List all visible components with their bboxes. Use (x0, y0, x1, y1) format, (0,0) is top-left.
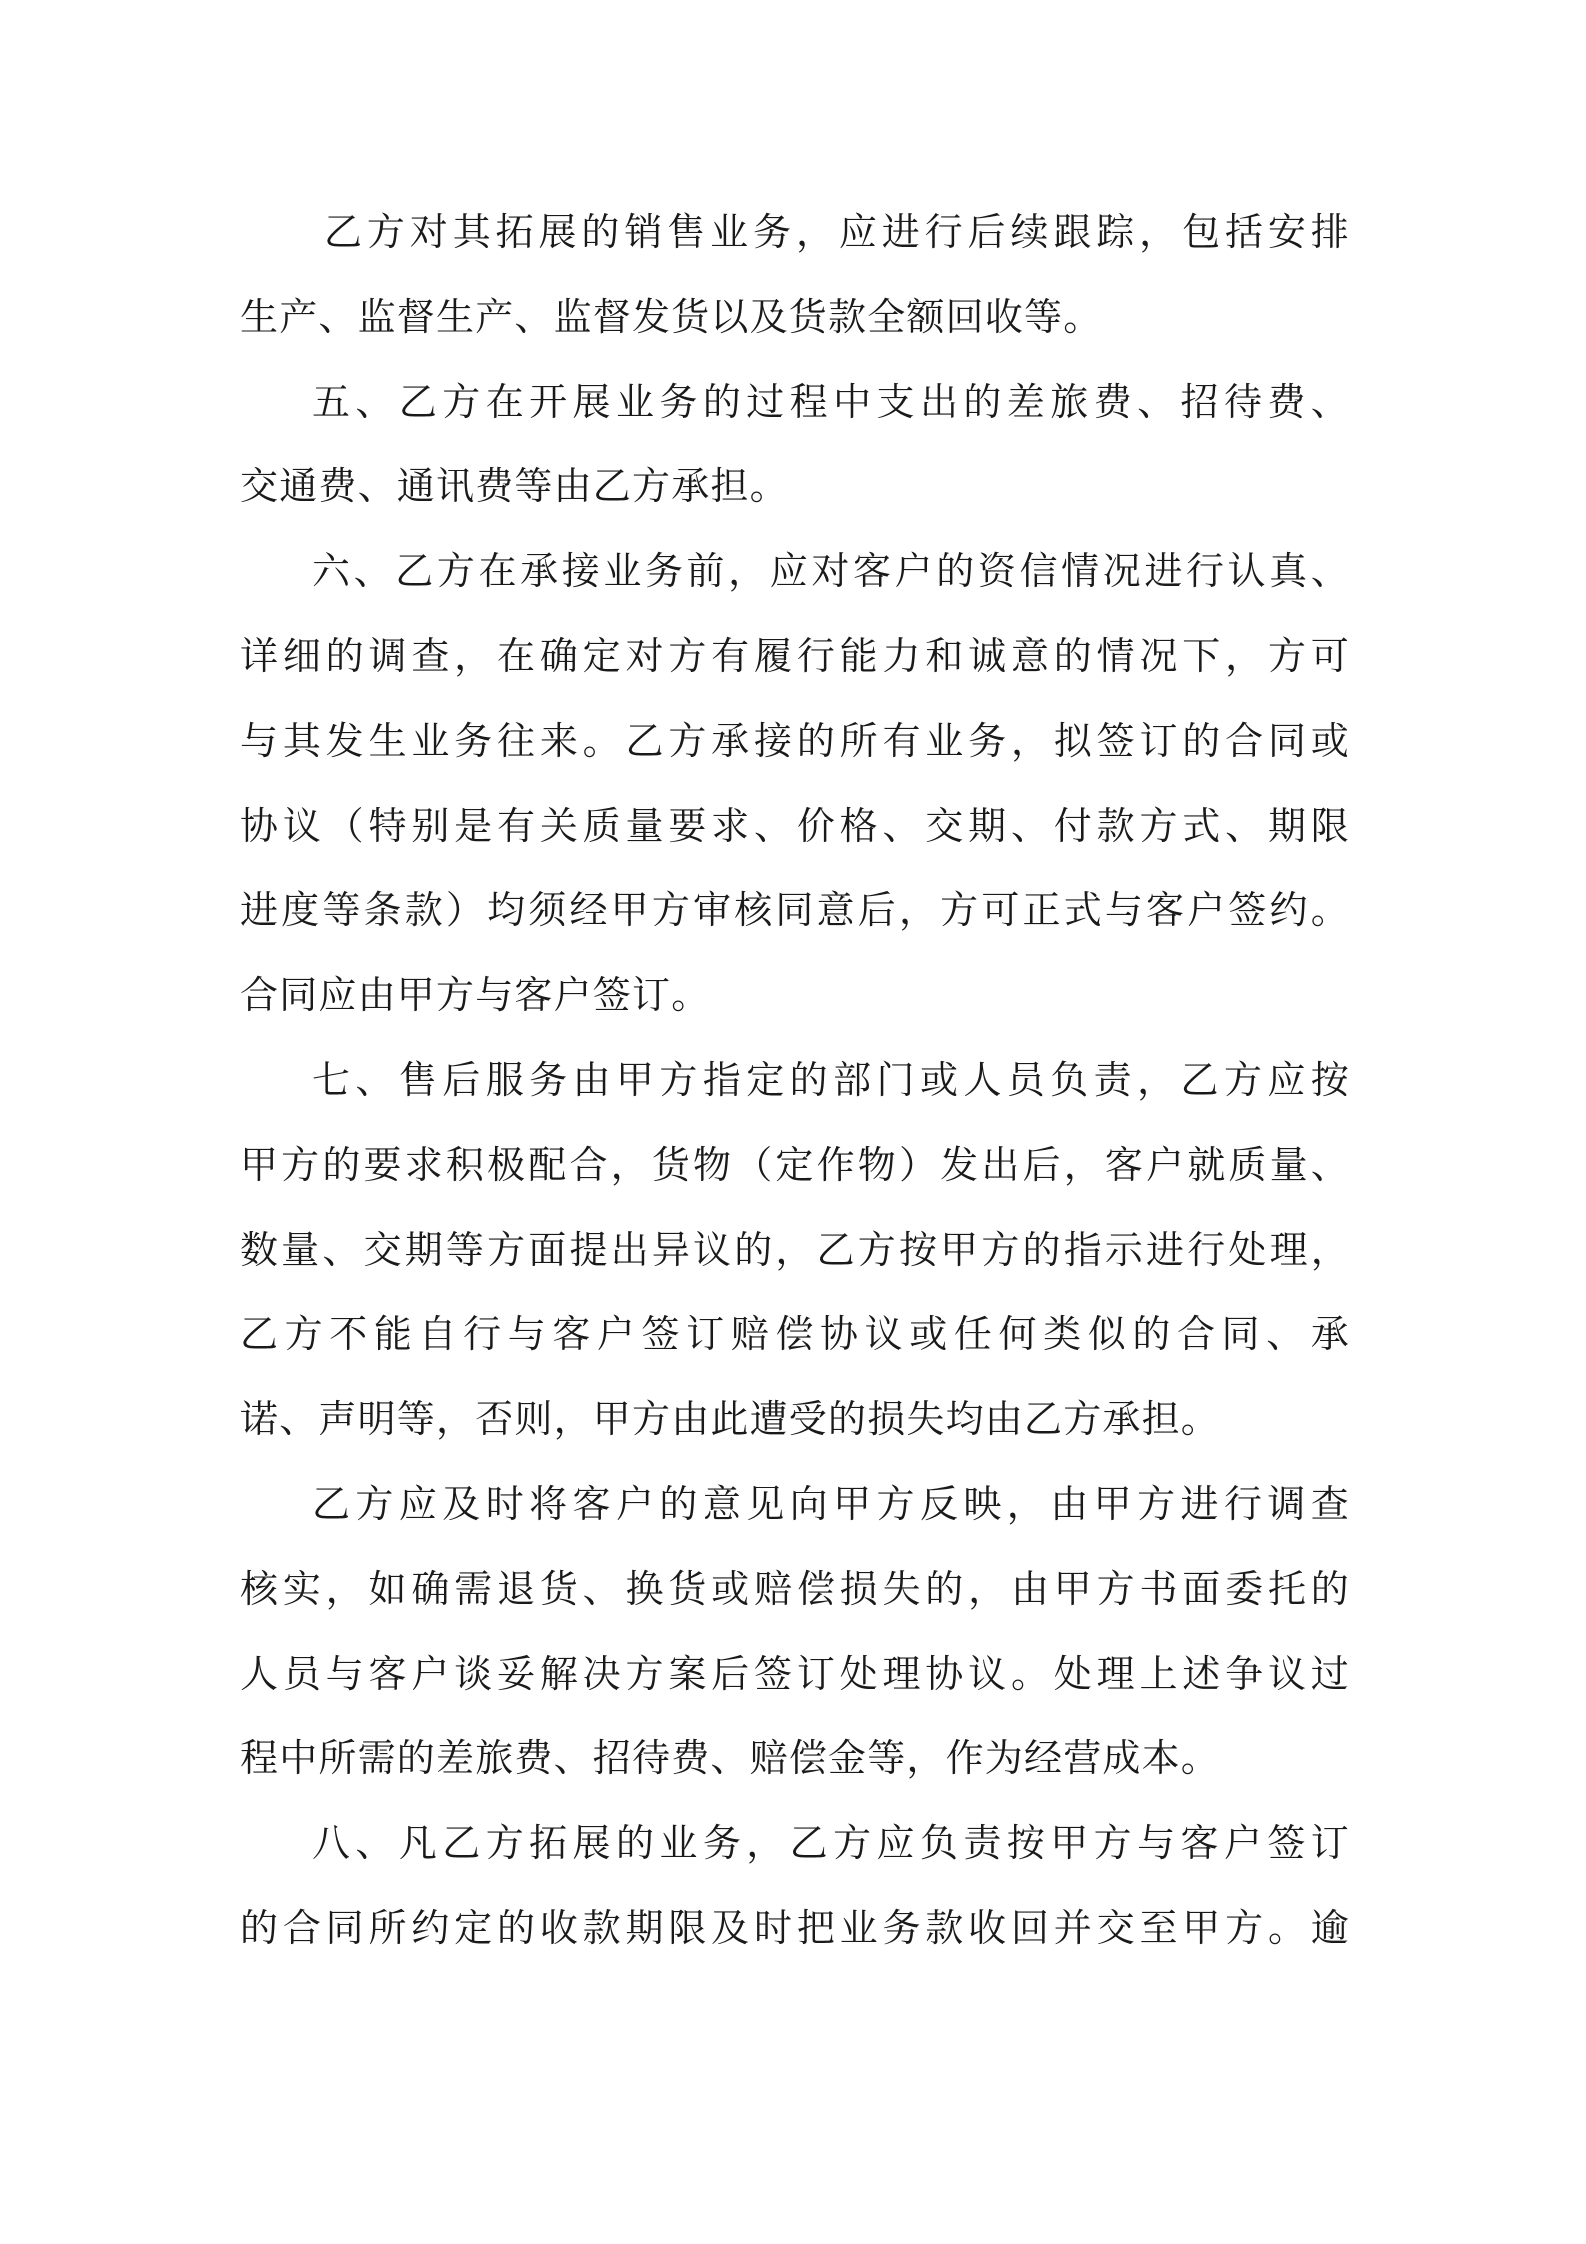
paragraph-line: 乙方不能自行与客户签订赔偿协议或任何类似的合同、承 (240, 1312, 1350, 1357)
paragraph-line: 与其发生业务往来。乙方承接的所有业务，拟签订的合同或 (240, 718, 1350, 763)
paragraph-line: 核实，如确需退货、换货或赔偿损失的，由甲方书面委托的 (240, 1566, 1350, 1611)
paragraph-line: 交通费、通讯费等由乙方承担。 (240, 464, 789, 509)
paragraph-line: 乙方对其拓展的销售业务，应进行后续跟踪，包括安排 (324, 210, 1350, 254)
document-body (240, 190, 1350, 1971)
paragraph-line: 的合同所约定的收款期限及时把业务款收回并交至甲方。逾 (240, 1905, 1350, 1950)
paragraph-line: 人员与客户谈妥解决方案后签订处理协议。处理上述争议过 (240, 1651, 1350, 1696)
paragraph-line: 诺、声明等，否则，甲方由此遭受的损失均由乙方承担。 (240, 1397, 1221, 1442)
paragraph-line: 程中所需的差旅费、招待费、赔偿金等，作为经营成本。 (240, 1736, 1221, 1781)
paragraph-line: 六、乙方在承接业务前，应对客户的资信情况进行认真、 (312, 549, 1350, 594)
paragraph-line: 详细的调查，在确定对方有履行能力和诚意的情况下，方可 (240, 633, 1350, 678)
paragraph-line: 数量、交期等方面提出异议的，乙方按甲方的指示进行处理， (240, 1227, 1350, 1272)
paragraph-line: 生产、监督生产、监督发货以及货款全额回收等。 (240, 294, 1103, 339)
paragraph-line: 合同应由甲方与客户签订。 (240, 973, 711, 1018)
paragraph-line: 五、乙方在开展业务的过程中支出的差旅费、招待费、 (312, 379, 1350, 424)
paragraph-line: 七、售后服务由甲方指定的部门或人员负责，乙方应按 (312, 1057, 1350, 1102)
paragraph-line: 进度等条款）均须经甲方审核同意后，方可正式与客户签约。 (240, 888, 1350, 933)
paragraph-line: 乙方应及时将客户的意见向甲方反映，由甲方进行调查 (312, 1481, 1350, 1526)
paragraph-line: 甲方的要求积极配合，货物（定作物）发出后，客户就质量、 (240, 1142, 1350, 1187)
paragraph-line: 八、凡乙方拓展的业务，乙方应负责按甲方与客户签订 (312, 1821, 1350, 1866)
paragraph-line: 协议（特别是有关质量要求、价格、交期、付款方式、期限 (240, 803, 1350, 848)
